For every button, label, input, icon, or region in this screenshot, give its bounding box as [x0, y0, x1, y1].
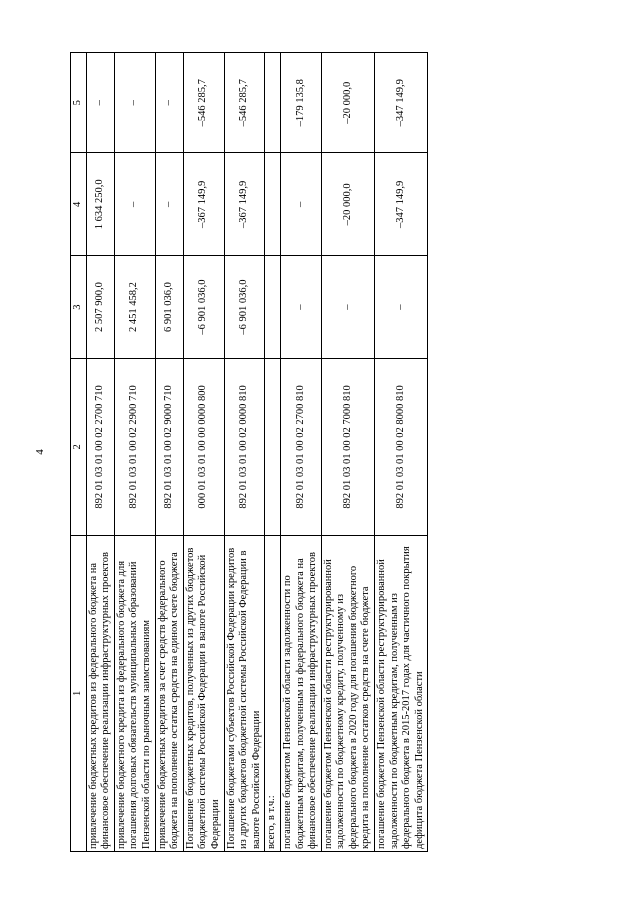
row-value-col3: – — [375, 256, 428, 359]
row-value-col5: –546 285,7 — [224, 53, 265, 153]
row-value-col3 — [265, 256, 281, 359]
row-value-col5: – — [155, 53, 183, 153]
row-code: 892 01 03 01 00 02 9000 710 — [155, 358, 183, 535]
row-code: 892 01 03 01 00 02 0000 810 — [224, 358, 265, 535]
row-value-col4: – — [155, 153, 183, 256]
row-value-col3: 2 451 458,2 — [114, 256, 155, 359]
table-row — [114, 53, 155, 852]
row-code: 892 01 03 01 00 02 7000 810 — [321, 358, 374, 535]
row-value-col5 — [265, 53, 281, 153]
row-value-col5: –546 285,7 — [183, 53, 224, 153]
row-description: привлечение бюджетных кредитов за счет средств федерального бюджета на пополнение остатка средств на едином счете бюджета — [155, 535, 183, 851]
table-row — [265, 53, 281, 852]
row-value-col4: –367 149,9 — [183, 153, 224, 256]
row-value-col4: – — [114, 153, 155, 256]
page-number: 4 — [34, 449, 46, 455]
table-row — [280, 53, 321, 852]
row-value-col5: –20 000,0 — [321, 53, 374, 153]
row-value-col4: 1 634 250,0 — [86, 153, 114, 256]
row-code: 892 01 03 01 00 02 2900 710 — [114, 358, 155, 535]
row-description: погашение бюджетом Пензенской области задолженности по бюджетным кредитам, полученным из федерального бюджета на финансовое обеспечение реализации инфраструктурных проектов — [280, 535, 321, 851]
header-col-5: 5 — [71, 53, 87, 153]
header-col-3: 3 — [71, 256, 87, 359]
row-value-col5: – — [86, 53, 114, 153]
table-row — [86, 53, 114, 852]
row-code — [265, 358, 281, 535]
header-col-4: 4 — [71, 153, 87, 256]
row-description: привлечение бюджетных кредитов из федерального бюджета на финансовое обеспечение реализации инфраструктурных проектов — [86, 535, 114, 851]
row-code: 000 01 03 01 00 00 0000 800 — [183, 358, 224, 535]
row-description: погашение бюджетом Пензенской области реструктурированной задолженности по бюджетному кредиту, полученному из федерального бюджета в 2020 году для погашения бюджетного кредита на пополнение остатков средств на счете бюджета — [321, 535, 374, 851]
row-value-col4: – — [280, 153, 321, 256]
table-row — [321, 53, 374, 852]
row-value-col3: 2 507 900,0 — [86, 256, 114, 359]
table-row — [375, 53, 428, 852]
header-col-2: 2 — [71, 358, 87, 535]
row-description: всего, в т.ч.: — [265, 535, 281, 851]
row-code: 892 01 03 01 00 02 2700 710 — [86, 358, 114, 535]
row-value-col3: 6 901 036,0 — [155, 256, 183, 359]
header-col-1: 1 — [71, 535, 87, 851]
table-row — [155, 53, 183, 852]
budget-table — [70, 52, 428, 852]
row-description: погашение бюджетом Пензенской области реструктурированной задолженности по бюджетным кредитам, полученным из федерального бюджета в 2015-2017 годах для частичного покрытия дефицита бюджета Пензенской области — [375, 535, 428, 851]
row-value-col5: –179 135,8 — [280, 53, 321, 153]
row-value-col3: – — [280, 256, 321, 359]
row-value-col5: –347 149,9 — [375, 53, 428, 153]
row-code: 892 01 03 01 00 02 8000 810 — [375, 358, 428, 535]
row-value-col4: –20 000,0 — [321, 153, 374, 256]
table-header-row — [71, 53, 87, 852]
row-value-col4 — [265, 153, 281, 256]
row-code: 892 01 03 01 00 02 2700 810 — [280, 358, 321, 535]
row-value-col5: – — [114, 53, 155, 153]
row-value-col3: – — [321, 256, 374, 359]
table-row — [183, 53, 224, 852]
row-description: Погашение бюджетных кредитов, полученных из других бюджетов бюджетной системы Российской Федерации в валюте Российской Федерации — [183, 535, 224, 851]
table-row — [224, 53, 265, 852]
row-description: привлечение бюджетного кредита из федерального бюджета для погашения долговых обязательств муниципальных образований Пензенской области по рыночным заимствованиям — [114, 535, 155, 851]
row-value-col4: –347 149,9 — [375, 153, 428, 256]
row-description: Погашение бюджетами субъектов Российской Федерации кредитов из других бюджетов бюджетной системы Российской Федерации в валюте Российской Федерации — [224, 535, 265, 851]
budget-table-container — [70, 52, 570, 852]
row-value-col3: –6 901 036,0 — [224, 256, 265, 359]
row-value-col4: –367 149,9 — [224, 153, 265, 256]
row-value-col3: –6 901 036,0 — [183, 256, 224, 359]
